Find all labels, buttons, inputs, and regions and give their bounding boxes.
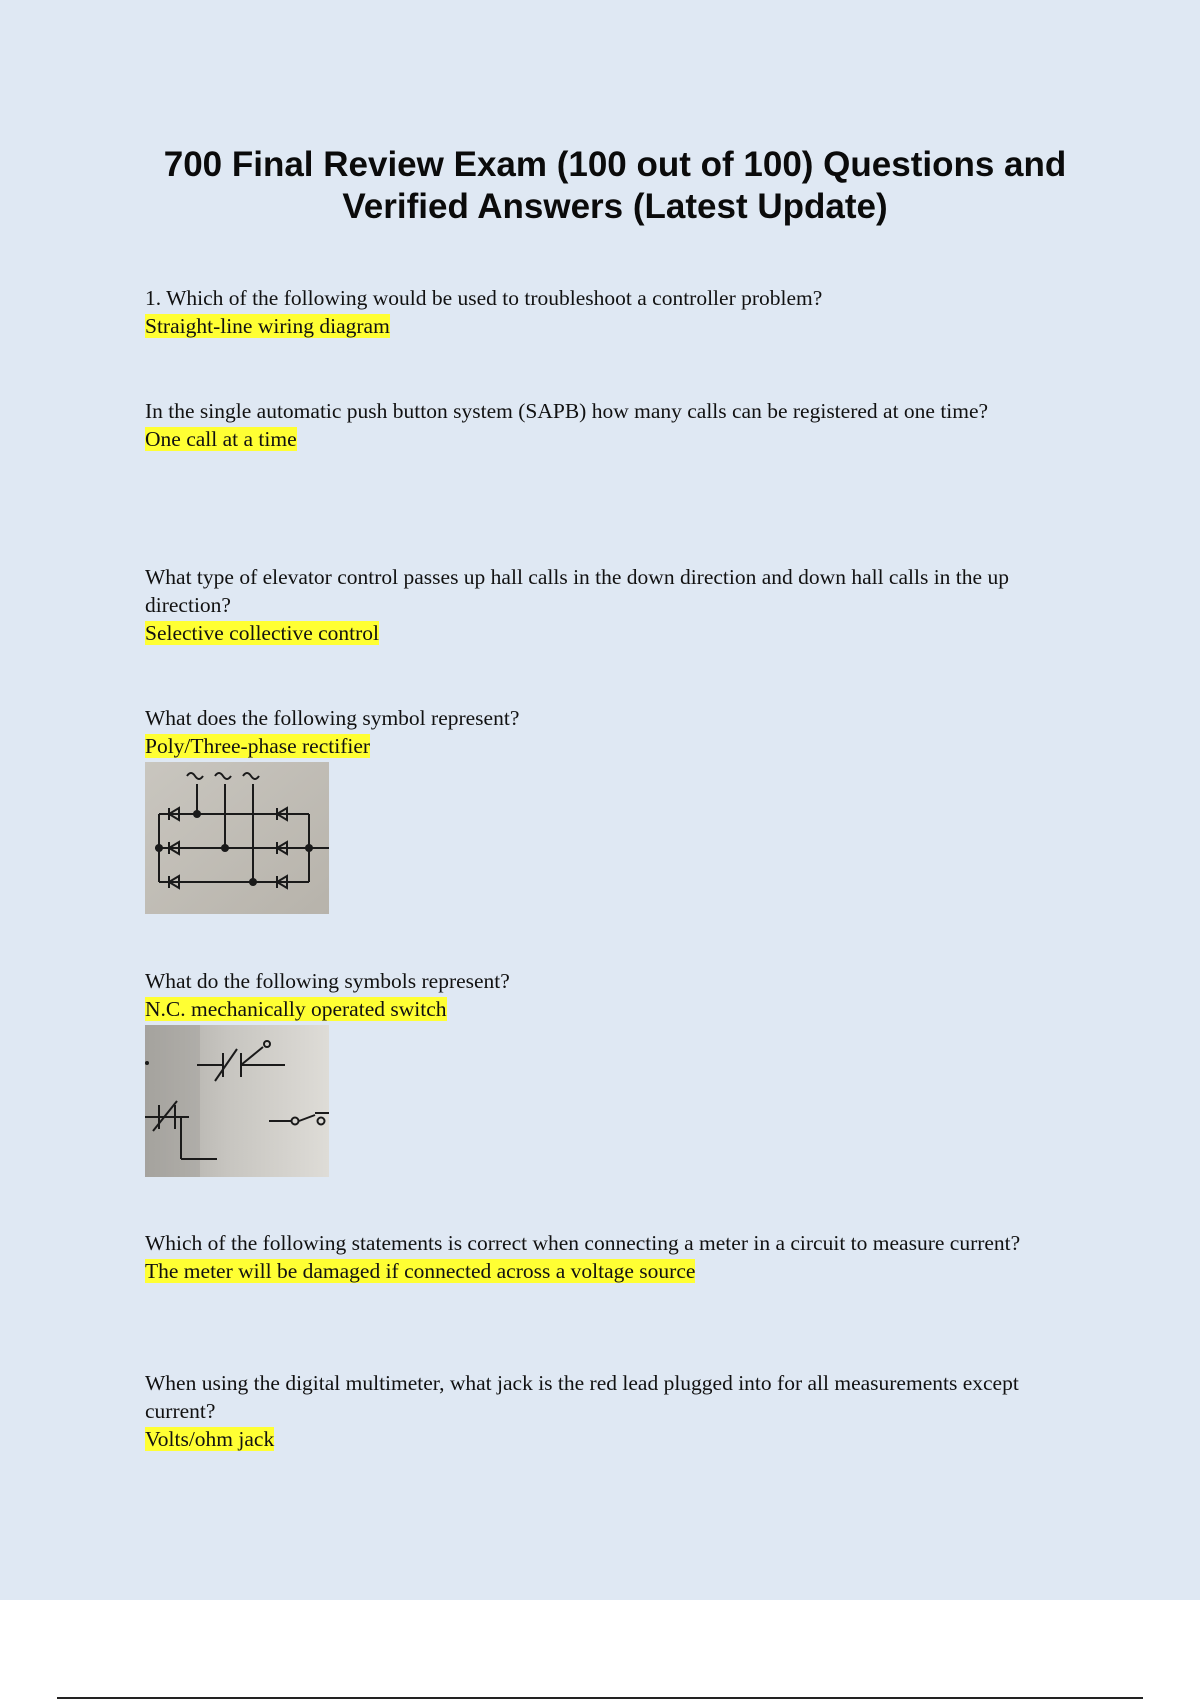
answer-text [145, 312, 1085, 340]
question-text: What type of elevator control passes up hall calls in the down direction and down hall calls in the up direction? [145, 565, 1009, 617]
question-text: When using the digital multimeter, what jack is the red lead plugged into for all measurements except current? [145, 1371, 1019, 1423]
answer-text [145, 995, 1085, 1023]
answer-highlight: Selective collective control [145, 621, 380, 645]
qa-item-7 [145, 1369, 1085, 1453]
document-title: 700 Final Review Exam (100 out of 100) Questions and Verified Answers (Latest Update) [163, 145, 1067, 226]
answer-highlight: Straight-line wiring diagram [145, 314, 390, 338]
question-text: In the single automatic push button system (SAPB) how many calls can be registered at one time? [145, 399, 989, 423]
answer-text [145, 1257, 1085, 1285]
answer-highlight: The meter will be damaged if connected across a voltage source [145, 1259, 696, 1283]
question-text: 1. Which of the following would be used to troubleshoot a controller problem? [145, 286, 823, 310]
answer-text [145, 732, 1085, 760]
qa-item-5 [145, 967, 1085, 1177]
answer-highlight: N.C. mechanically operated switch [145, 997, 447, 1021]
question-text: What do the following symbols represent? [145, 969, 510, 993]
bottom-divider [57, 1697, 1143, 1699]
three-phase-rectifier-figure [145, 762, 329, 914]
qa-item-4 [145, 704, 1085, 914]
qa-item-6 [145, 1229, 1085, 1285]
answer-highlight: Poly/Three-phase rectifier [145, 734, 371, 758]
switch-symbols-figure [145, 1025, 329, 1177]
answer-text [145, 425, 1085, 453]
qa-item-1 [145, 284, 1085, 340]
answer-text [145, 619, 1085, 647]
answer-highlight: One call at a time [145, 427, 297, 451]
answer-text [145, 1425, 1085, 1453]
question-text: Which of the following statements is correct when connecting a meter in a circuit to measure current? [145, 1231, 1021, 1255]
qa-item-3 [145, 563, 1085, 647]
answer-highlight: Volts/ohm jack [145, 1427, 275, 1451]
question-text: What does the following symbol represent? [145, 706, 520, 730]
qa-item-2 [145, 397, 1085, 453]
